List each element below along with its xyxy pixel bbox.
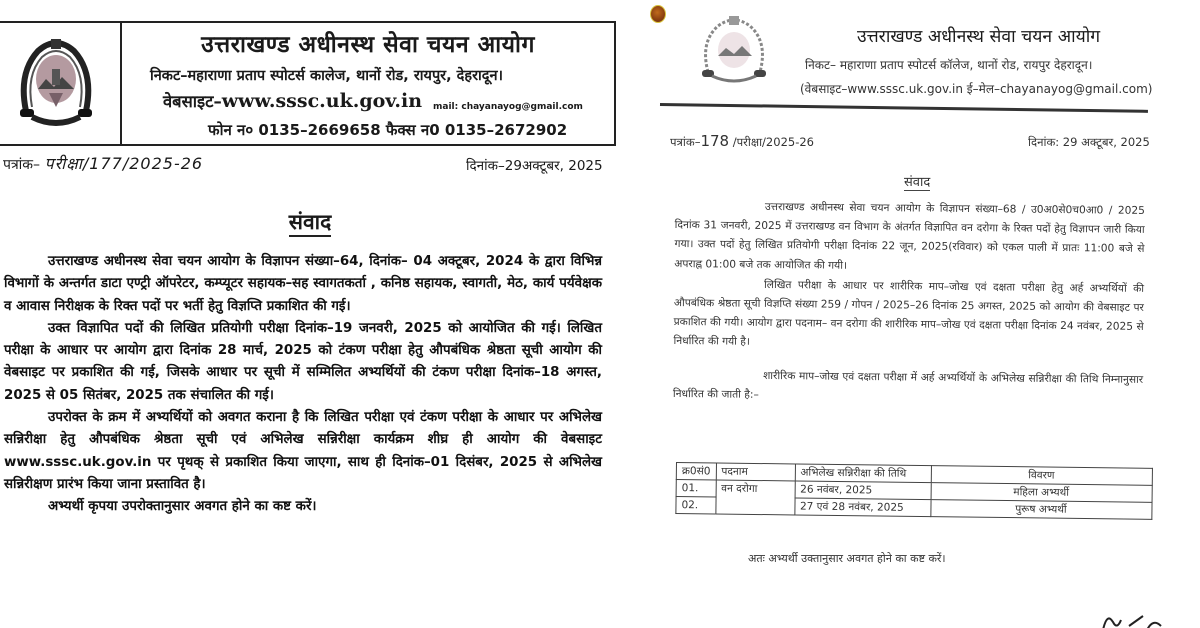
paragraph: लिखित परीक्षा के आधार पर शारीरिक माप–जोख एवं दक्षता परीक्षा हेतु अर्ह अभ्यर्थियों की औपबंधिक श्रेष्ठता सूची विज्ञप्ति संख्या 259 / गोपन / 2025–26 दिनांक 25 अगस्त, 2025 को आयोग की वेबसाइट पर प्रकाशित की गयी। आयोग द्वारा पदनाम– वन दरोगा की शारीरिक माप–जोख एवं दक्षता परीक्षा दिनांक 24 नवंबर, 2025 से निर्धारित की गयी है। [673, 278, 1145, 349]
phone-fax: फोन न० 0135–2669658 फैक्स न0 0135–2672902 [208, 121, 568, 139]
website-line [163, 89, 422, 112]
header-divider [660, 103, 1148, 113]
col-detail: विवरण [931, 466, 1152, 486]
paragraph: उपरोक्त के क्रम में अभ्यर्थियों को अवगत कराना है कि लिखित परीक्षा एवं टंकण परीक्षा के आधार पर अभिलेख सन्निरीक्षा हेतु औपबंधिक श्रेष्ठता सूची एवं अभिलेख सन्निरीक्षा कार्यक्रम शीघ्र ही आयोग की वेबसाइट www.sssc.uk.gov.in पर पृथक् से प्रकाशित किया जाएगा, साथ ही दिनांक–01 दिसंबर, 2025 से अभिलेख सन्निरीक्षण प्रारंभ किया जाना प्रस्तावित है। [4, 410, 602, 492]
table-row: 02. 27 एवं 28 नवंबर, 2025 पुरूष अभ्यर्थी [676, 497, 1152, 520]
notice-date: दिनांक: 29 अक्टूबर, 2025 [1028, 135, 1150, 149]
notice-body [673, 197, 1145, 410]
subject-heading: संवाद [0, 208, 620, 236]
signature-icon [1095, 608, 1185, 628]
col-date: अभिलेख सन्निरीक्षा की तिथि [795, 464, 931, 483]
email: mail: chayanayog@gmail.com [433, 102, 583, 112]
address: निकट– महाराणा प्रताप स्पोटर्स कॉलेज, थानों रोड, रायपुर देहरादून। [805, 58, 1093, 72]
notice-right [640, 0, 1200, 628]
schedule-table [675, 462, 1152, 520]
letterhead [0, 21, 616, 146]
reference-suffix: /परीक्षा/2025-26 [729, 135, 814, 149]
website-label: वेबसाइट– [163, 92, 222, 111]
paragraph: अभ्यर्थी कृपया उपरोक्तानुसार अवगत होने का कष्ट करें। [48, 499, 317, 515]
website-email: (वेबसाइट–www.sssc.uk.gov.in ई–मेल–chayanayog@gmail.com) [800, 82, 1153, 96]
reference-number [670, 132, 814, 150]
logo-cell [0, 23, 122, 144]
stamp-dot-icon [650, 5, 666, 23]
paragraph: उक्त विज्ञापित पदों की लिखित प्रतियोगी परीक्षा दिनांक–19 जनवरी, 2025 को आयोजित की गई। लिखित परीक्षा के आधार पर आयोग द्वारा दिनांक 28 मार्च, 2025 को टंकण परीक्षा हेतु औपबंधिक श्रेष्ठता सूची आयोग की वेबसाइट पर प्रकाशित की गई, जिसके आधार पर सूची में सम्मिलित अभ्यर्थियों की टंकण परीक्षा दिनांक–18 अगस्त, 2025 से 05 सितंबर, 2025 तक संचालित की गई। [4, 320, 602, 403]
notice-body [4, 251, 602, 519]
col-serial: क्र0सं0 [676, 463, 716, 480]
subject-heading: संवाद [904, 175, 931, 190]
commission-emblem-icon [698, 12, 770, 88]
commission-emblem-icon [16, 33, 96, 133]
reference-value: परीक्षा/177/2025-26 [44, 154, 204, 173]
reference-number [3, 152, 203, 174]
reference-value: 178 [700, 132, 730, 150]
address: निकट–महाराणा प्रताप स्पोटर्स कालेज, थानों रोड, रायपुर, देहरादून। [150, 68, 503, 84]
paragraph: उत्तराखण्ड अधीनस्थ सेवा चयन आयोग के विज्ञापन संख्या–68 / उ0अ0से0च0आ0 / 2025 दिनांक 31 जनवरी, 2025 में उत्तराखण्ड वन विभाग के अंतर्गत विज्ञापित वन दरोगा के रिक्त पदों हेतु विज्ञापन जारी किया गया। उक्त पदों हेतु लिखित प्रतियोगी परीक्षा दिनांक 22 जून, 2025(रविवार) को एकल पाली में प्रातः 11:00 बजे से अपराह्न 01:00 बजे तक आयोजित की गयी। [674, 200, 1145, 272]
paragraph: शारीरिक माप–जोख एवं दक्षता परीक्षा में अर्ह अभ्यर्थियों के अभिलेख सन्निरीक्षा की तिथि निम्नानुसार निर्धारित की जाती है:– [672, 369, 1144, 401]
organization-name: उत्तराखण्ड अधीनस्थ सेवा चयन आयोग [857, 27, 1101, 47]
organization-name: उत्तराखण्ड अधीनस्थ सेवा चयन आयोग [201, 32, 535, 58]
notice-date: दिनांक–29अक्टूबर, 2025 [466, 158, 603, 174]
reference-label: पत्रांक– [670, 135, 701, 149]
paragraph: उत्तराखण्ड अधीनस्थ सेवा चयन आयोग के विज्ञापन संख्या–64, दिनांक– 04 अक्टूबर, 2024 के द्वारा विभिन्न विभागों के अन्तर्गत डाटा एण्ट्री ऑपरेटर, कम्प्यूटर सहायक–सह स्वागतकर्ता , कनिष्ठ सहायक, स्वागती, मेठ, कार्य पर्यवेक्षक व आवास निरीक्षक के रिक्त पदों पर भर्ती हेतु विज्ञप्ति प्रकाशित की गई। [4, 254, 602, 314]
closing-line: अतः अभ्यर्थी उक्तानुसार अवगत होने का कष्ट करें। [748, 552, 946, 565]
reference-label: पत्रांक– [3, 157, 41, 173]
table-row: 01. वन दरोगा 26 नवंबर, 2025 महिला अभ्यर्थी [676, 480, 1152, 503]
website-link[interactable]: www.sssc.uk.gov.in [221, 90, 423, 112]
col-post: पदनाम [716, 463, 795, 481]
post-cell: वन दरोगा [715, 480, 794, 515]
